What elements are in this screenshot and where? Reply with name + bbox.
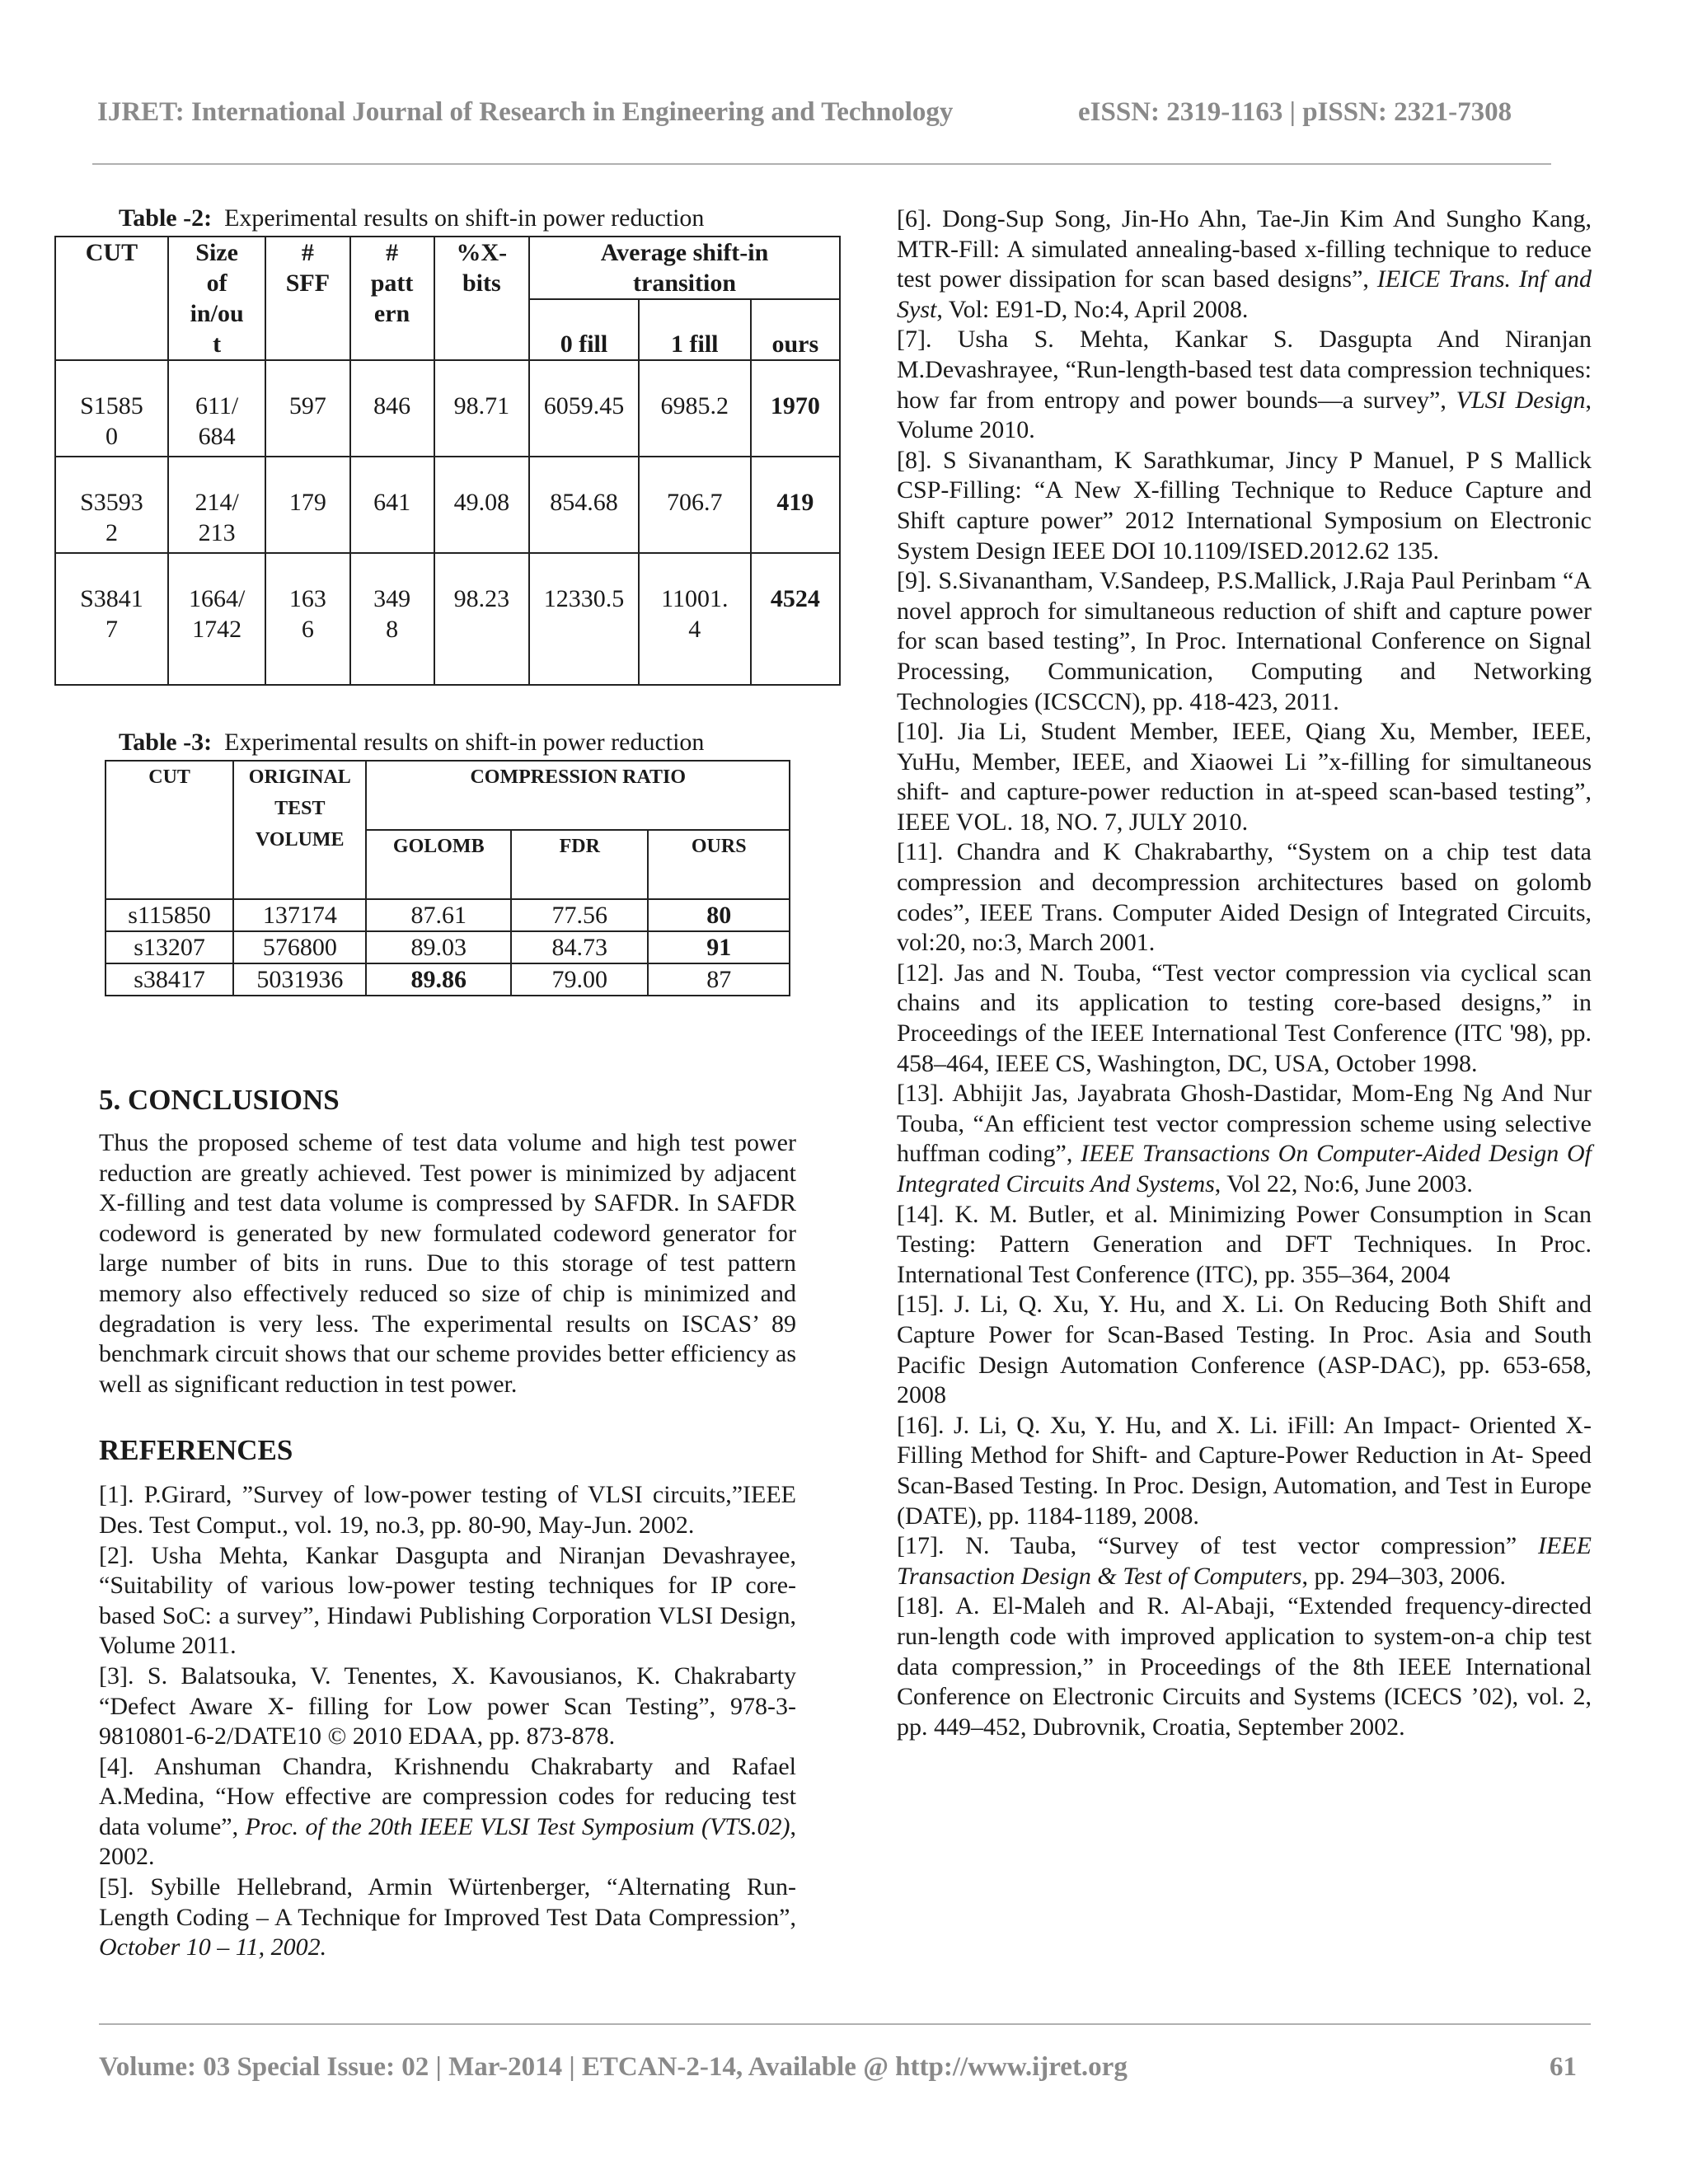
reference-16: [16]. J. Li, Q. Xu, Y. Hu, and X. Li. iFill: An Impact- Oriented X- Filling Method for Shift- and Capture-Power Reduction in At- Speed Scan-Based Testing. In Proc. Design, Automation, and Test in Europe (DATE), pp. 1184-1189, 2008. (897, 1411, 1592, 1530)
header-size: Size of in/ou t (168, 237, 265, 360)
reference-6: [6]. Dong-Sup Song, Jin-Ho Ahn, Tae-Jin Kim And Sungho Kang, MTR-Fill: A simulated annealing-based x-filling technique to reduce test power dissipation for scan based designs”, IEICE Trans. Inf and Syst, Vol: E91-D, No:4, April 2008. (897, 205, 1592, 323)
page-number: 61 (1550, 2052, 1577, 2082)
table-row: s38417 5031936 89.86 79.00 87 (106, 963, 790, 996)
reference-5: [5]. Sybille Hellebrand, Armin Würtenberger, “Alternating Run-Length Coding – A Technique for Improved Test Data Compression”, October 10 – 11, 2002. (99, 1873, 796, 1961)
reference-18: [18]. A. El-Maleh and R. Al-Abaji, “Extended frequency-directed run-length code with improved application to system-on-a chip test data compression,” in Proceedings of the 8th IEEE International Conference on Electronic Circuits and Systems (ICECS ’02), vol. 2, pp. 449–452, Dubrovnik, Croatia, September 2002. (897, 1592, 1592, 1741)
journal-title: IJRET: International Journal of Research in Engineering and Technology (97, 97, 954, 127)
conclusions-heading: 5. CONCLUSIONS (99, 1084, 340, 1116)
reference-4: [4]. Anshuman Chandra, Krishnendu Chakrabarty and Rafael A.Medina, “How effective are compression codes for reducing test data volume”, Proc. of the 20th IEEE VLSI Test Symposium (VTS.02), 2002. (99, 1752, 797, 1871)
header-fdr: FDR (511, 830, 648, 899)
conclusions-body: Thus the proposed scheme of test data volume and high test power reduction are greatly achieved. Test power is minimized by adjacent X-filling and test data volume is compressed by SAFDR. In SAFDR codeword is generated by new formulated codeword generator for large number of bits in runs. Due to this storage of test pattern memory also effectively reduced so size of chip is minimized and degradation is very less. The experimental results on ISCAS’ 89 benchmark circuit shows that our scheme provides better efficiency as well as significant reduction in test power. (99, 1129, 796, 1398)
table-3 (105, 760, 790, 996)
reference-1: [1]. P.Girard, ”Survey of low-power testing of VLSI circuits,”IEEE Des. Test Comput., vol. 19, no.3, pp. 80-90, May-Jun. 2002. (99, 1481, 796, 1539)
header-sff: # SFF (265, 237, 349, 360)
footer-volume: Volume: 03 Special Issue: 02 | Mar-2014 | ETCAN-2-14, Available @ http://www.ijret.org (99, 2052, 1128, 2082)
header-cut: CUT (55, 237, 168, 360)
reference-14: [14]. K. M. Butler, et al. Minimizing Power Consumption in Scan Testing: Pattern Generation and DFT Techniques. In Proc. International Test Conference (ITC), pp. 355–364, 2004 (897, 1200, 1592, 1288)
table2-caption-label: Table -2: (119, 204, 213, 232)
header-rule (92, 163, 1551, 165)
header-0fill: 0 fill (529, 299, 639, 360)
table-row: s13207 576800 89.03 84.73 91 (106, 931, 790, 963)
table-row: s115850 137174 87.61 77.56 80 (106, 899, 790, 931)
table-2 (54, 236, 841, 686)
reference-13: [13]. Abhijit Jas, Jayabrata Ghosh-Dastidar, Mom-Eng Ng And Nur Touba, “An efficient test vector compression scheme using selective huffman coding”, IEEE Transactions On Computer-Aided Design Of Integrated Circuits And Systems, Vol 22, No:6, June 2003. (897, 1080, 1592, 1197)
header-ours: ours (751, 299, 840, 360)
header-ours: OURS (648, 830, 790, 899)
table3-caption (119, 729, 704, 757)
reference-2: [2]. Usha Mehta, Kankar Dasgupta and Niranjan Devashrayee, “Suitability of various low-power testing techniques for IP core- based SoC: a survey”, Hindawi Publishing Corporation VLSI Design, Volume 2011. (99, 1541, 796, 1660)
table-row: S3593 2 214/ 213 179 641 49.08 854.68 706.7 419 (55, 457, 840, 553)
references-heading: REFERENCES (99, 1434, 293, 1467)
table-row: S3841 7 1664/ 1742 163 6 349 8 98.23 12330.5 11001. 4 4524 (55, 553, 840, 685)
header-golomb: GOLOMB (366, 830, 511, 899)
reference-3: [3]. S. Balatsouka, V. Tenentes, X. Kavousianos, K. Chakrabarty “Defect Aware X- filling for Low power Scan Testing”, 978-3-9810801-6-2/DATE10 © 2010 EDAA, pp. 873-878. (99, 1661, 796, 1750)
reference-17: [17]. N. Tauba, “Survey of test vector compression” IEEE Transaction Design & Test of Computers, pp. 294–303, 2006. (897, 1532, 1592, 1590)
reference-12: [12]. Jas and N. Touba, “Test vector compression via cyclical scan chains and its application to testing core-based designs,” in Proceedings of the IEEE International Test Conference (ITC '98), pp. 458–464, IEEE CS, Washington, DC, USA, October 1998. (897, 958, 1592, 1077)
header-original-volume: ORIGINAL TEST VOLUME (233, 761, 366, 899)
header-avg-transition: Average shift-in transition (529, 237, 840, 299)
left-column (99, 1082, 796, 1963)
reference-9: [9]. S.Sivanantham, V.Sandeep, P.S.Mallick, J.Raja Paul Perinbam “A novel approch for simultaneous reduction of shift and capture power for scan based testing”, In Proc. International Conference on Signal Processing, Communication, Computing and Networking Technologies (ICSCCN), pp. 418-423, 2011. (897, 567, 1592, 715)
header-compression-ratio: COMPRESSION RATIO (366, 761, 790, 830)
table3-caption-text: Experimental results on shift-in power reduction (224, 729, 705, 756)
header-xbits: %X- bits (434, 237, 529, 360)
table-row: S1585 0 611/ 684 597 846 98.71 6059.45 6985.2 1970 (55, 360, 840, 457)
header-1fill: 1 fill (639, 299, 751, 360)
table3-caption-label: Table -3: (119, 729, 213, 756)
reference-15: [15]. J. Li, Q. Xu, Y. Hu, and X. Li. On Reducing Both Shift and Capture Power for Scan-Based Testing. In Proc. Asia and South Pacific Design Automation Conference (ASP-DAC), pp. 653-658, 2008 (897, 1291, 1592, 1409)
right-column (897, 204, 1592, 1742)
reference-7: [7]. Usha S. Mehta, Kankar S. Dasgupta And Niranjan M.Devashrayee, “Run-length-based test data compression techniques: how far from entropy and power bounds—a survey”, VLSI Design, Volume 2010. (897, 326, 1592, 444)
footer-rule (99, 2023, 1591, 2025)
reference-10: [10]. Jia Li, Student Member, IEEE, Qiang Xu, Member, IEEE, YuHu, Member, IEEE, and Xiaowei Li ”x-filling for simultaneous shift- and capture-power reduction in at-speed scan-based testing”, IEEE VOL. 18, NO. 7, JULY 2010. (897, 718, 1592, 836)
header-pattern: # patt ern (350, 237, 434, 360)
reference-11: [11]. Chandra and K Chakrabarthy, “System on a chip test data compression and decompression architectures based on golomb codes”, IEEE Trans. Computer Aided Design of Integrated Circuits, vol:20, no:3, March 2001. (897, 838, 1592, 957)
header-cut: CUT (106, 761, 233, 899)
reference-8: [8]. S Sivanantham, K Sarathkumar, Jincy P Manuel, P S Mallick CSP-Filling: “A New X-filling Technique to Reduce Capture and Shift capture power” 2012 International Symposium on Electronic System Design IEEE DOI 10.1109/ISED.2012.62 135. (897, 446, 1592, 565)
table2-caption (119, 204, 704, 232)
issn-info: eISSN: 2319-1163 | pISSN: 2321-7308 (1078, 97, 1512, 127)
table2-caption-text: Experimental results on shift-in power reduction (224, 204, 705, 232)
